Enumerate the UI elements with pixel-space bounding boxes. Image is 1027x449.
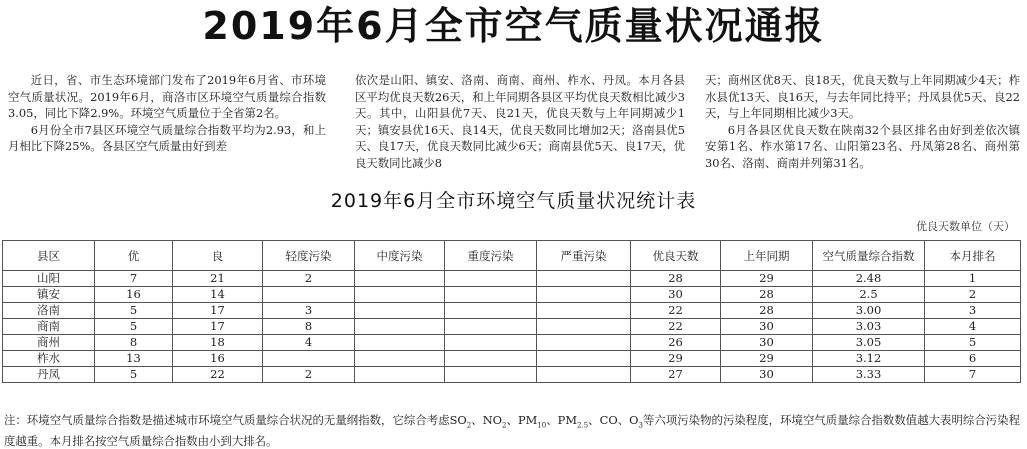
header-moderate-pollution: 中度污染: [355, 241, 445, 271]
table-cell: 5: [95, 303, 173, 319]
article-body: [8, 72, 1020, 190]
table-footnote: [4, 412, 1020, 449]
table-row: [3, 319, 1021, 335]
table-cell: [445, 287, 537, 303]
article-column-2: [355, 72, 685, 190]
table-title: 2019年6月全市环境空气质量状况统计表: [330, 190, 697, 212]
table-cell: 30: [721, 319, 813, 335]
article-paragraph: 天；商州区优8天、良18天，优良天数与上年同期减少4天；柞水县优13天、良16天，与去年同比持平；丹凤县优5天、良22天，与上年同期相比减少3天。: [705, 73, 1020, 120]
table-cell: 洛南: [3, 303, 95, 319]
table-cell: 29: [721, 271, 813, 287]
table-cell: [445, 367, 537, 383]
table-cell: 8: [263, 319, 355, 335]
table-cell: 3: [263, 303, 355, 319]
table-cell: 4: [263, 335, 355, 351]
table-cell: 17: [173, 303, 263, 319]
table-cell: [355, 303, 445, 319]
table-cell: 柞水: [3, 351, 95, 367]
table-cell: 21: [173, 271, 263, 287]
table-row: [3, 351, 1021, 367]
note-subscript: 2: [466, 421, 472, 430]
table-cell: 7: [95, 271, 173, 287]
table-cell: 3.12: [813, 351, 925, 367]
table-cell: 6: [925, 351, 1021, 367]
table-cell: [445, 335, 537, 351]
table-cell: 28: [721, 287, 813, 303]
table-row: [3, 271, 1021, 287]
table-cell: [445, 303, 537, 319]
article-column-3: [705, 72, 1020, 190]
table-cell: [537, 367, 631, 383]
table-cell: [445, 319, 537, 335]
note-text: 等六项污染物的污染程度，环境空气质量综合指数数值越大表明综合污染程度越重。本月排名按空气质量综合指数由小到大排名。: [4, 413, 1021, 449]
table-cell: 30: [721, 367, 813, 383]
table-cell: 16: [95, 287, 173, 303]
table-cell: 14: [173, 287, 263, 303]
table-cell: 3.00: [813, 303, 925, 319]
table-cell: 28: [721, 303, 813, 319]
note-text: 注：环境空气质量综合指数是描述城市环境空气质量综合状况的无量纲指数，它综合考虑SO: [4, 413, 467, 427]
article-paragraph: 6月份全市7县区环境空气质量综合指数平均为2.93，和上月相比下降25%。各县区空气质量由好到差: [8, 122, 326, 153]
table-cell: 22: [173, 367, 263, 383]
table-cell: [355, 351, 445, 367]
table-cell: 商南: [3, 319, 95, 335]
table-cell: [263, 351, 355, 367]
table-row: [3, 303, 1021, 319]
table-cell: 8: [95, 335, 173, 351]
header-excellent: 优: [95, 241, 173, 271]
table-cell: [263, 287, 355, 303]
table-cell: 22: [631, 319, 721, 335]
note-subscript: 3: [638, 421, 643, 430]
table-unit-label: 优良天数单位（天）: [916, 220, 1015, 233]
table-cell: 30: [631, 287, 721, 303]
table-cell: 5: [925, 335, 1021, 351]
table-cell: [445, 351, 537, 367]
article-paragraph: 近日，省、市生态环境部门发布了2019年6月省、市环境空气质量状况。2019年6月，商洛市区环境空气质量综合指数3.05，同比下降2.9%。环境空气质量位于全省第2名。: [8, 73, 326, 120]
header-severe-pollution: 严重污染: [537, 241, 631, 271]
article-paragraph: 6月各县区优良天数在陕南32个县区排名由好到差依次镇安第1名、柞水第17名、山阳第23名、丹凤第28名、商州第30名、洛南、商南并列第31名。: [705, 122, 1020, 170]
table-cell: 镇安: [3, 287, 95, 303]
table-cell: 18: [173, 335, 263, 351]
table-cell: [355, 271, 445, 287]
table-cell: [355, 319, 445, 335]
table-cell: 17: [173, 319, 263, 335]
table-header-row: [3, 241, 1021, 271]
note-subscript: 10: [537, 421, 547, 430]
note-text: 、PM: [506, 413, 538, 427]
header-county: 县区: [3, 241, 95, 271]
table-cell: 1: [925, 271, 1021, 287]
table-cell: 13: [95, 351, 173, 367]
note-subscript: 2: [502, 421, 507, 430]
table-cell: 3.05: [813, 335, 925, 351]
air-quality-table: [2, 240, 1021, 383]
table-cell: 2: [263, 367, 355, 383]
table-cell: 16: [173, 351, 263, 367]
table-cell: 5: [95, 367, 173, 383]
header-light-pollution: 轻度污染: [263, 241, 355, 271]
table-row: [3, 287, 1021, 303]
table-cell: 山阳: [3, 271, 95, 287]
table-cell: 29: [721, 351, 813, 367]
table-cell: [355, 367, 445, 383]
table-cell: 28: [631, 271, 721, 287]
table-cell: [537, 303, 631, 319]
table-cell: 2: [925, 287, 1021, 303]
table-cell: 商州: [3, 335, 95, 351]
table-cell: [445, 271, 537, 287]
note-text: 、PM: [546, 413, 577, 427]
table-cell: 2.48: [813, 271, 925, 287]
table-cell: 3: [925, 303, 1021, 319]
table-cell: [537, 271, 631, 287]
header-good-days: 优良天数: [631, 241, 721, 271]
table-cell: [537, 319, 631, 335]
table-cell: [355, 287, 445, 303]
table-cell: 4: [925, 319, 1021, 335]
note-text: 、NO: [471, 413, 503, 427]
table-cell: 2: [263, 271, 355, 287]
header-rank: 本月排名: [925, 241, 1021, 271]
table-cell: 2.5: [813, 287, 925, 303]
table-cell: 30: [721, 335, 813, 351]
table-cell: 26: [631, 335, 721, 351]
table-row: [3, 367, 1021, 383]
article-column-1: [8, 72, 326, 190]
table-cell: 29: [631, 351, 721, 367]
table-cell: 3.03: [813, 319, 925, 335]
table-cell: 27: [631, 367, 721, 383]
headline: 2019年6月全市空气质量状况通报: [202, 4, 825, 48]
article-paragraph: 依次是山阳、镇安、洛南、商南、商州、柞水、丹凤。本月各县区平均优良天数26天，和上年同期各县区平均优良天数相比减少3天。其中，山阳县优7天、良21天，优良天数与上年同期减少1天；镇安县优16天、良14天，优良天数同比增加2天；洛南县优5天、良17天，优良天数同比减少6天；商南县优5天、良17天，优良天数同比减少8: [355, 73, 685, 170]
header-good: 良: [173, 241, 263, 271]
header-composite-index: 空气质量综合指数: [813, 241, 925, 271]
table-cell: [537, 335, 631, 351]
table-cell: 3.33: [813, 367, 925, 383]
table-cell: [537, 287, 631, 303]
note-text: 、CO、O: [588, 413, 639, 427]
header-last-year: 上年同期: [721, 241, 813, 271]
header-heavy-pollution: 重度污染: [445, 241, 537, 271]
table-row: [3, 335, 1021, 351]
table-cell: [355, 335, 445, 351]
table-cell: [537, 351, 631, 367]
table-cell: 7: [925, 367, 1021, 383]
table-cell: 5: [95, 319, 173, 335]
table-cell: 丹凤: [3, 367, 95, 383]
table-cell: 22: [631, 303, 721, 319]
note-subscript: 2.5: [577, 421, 589, 430]
